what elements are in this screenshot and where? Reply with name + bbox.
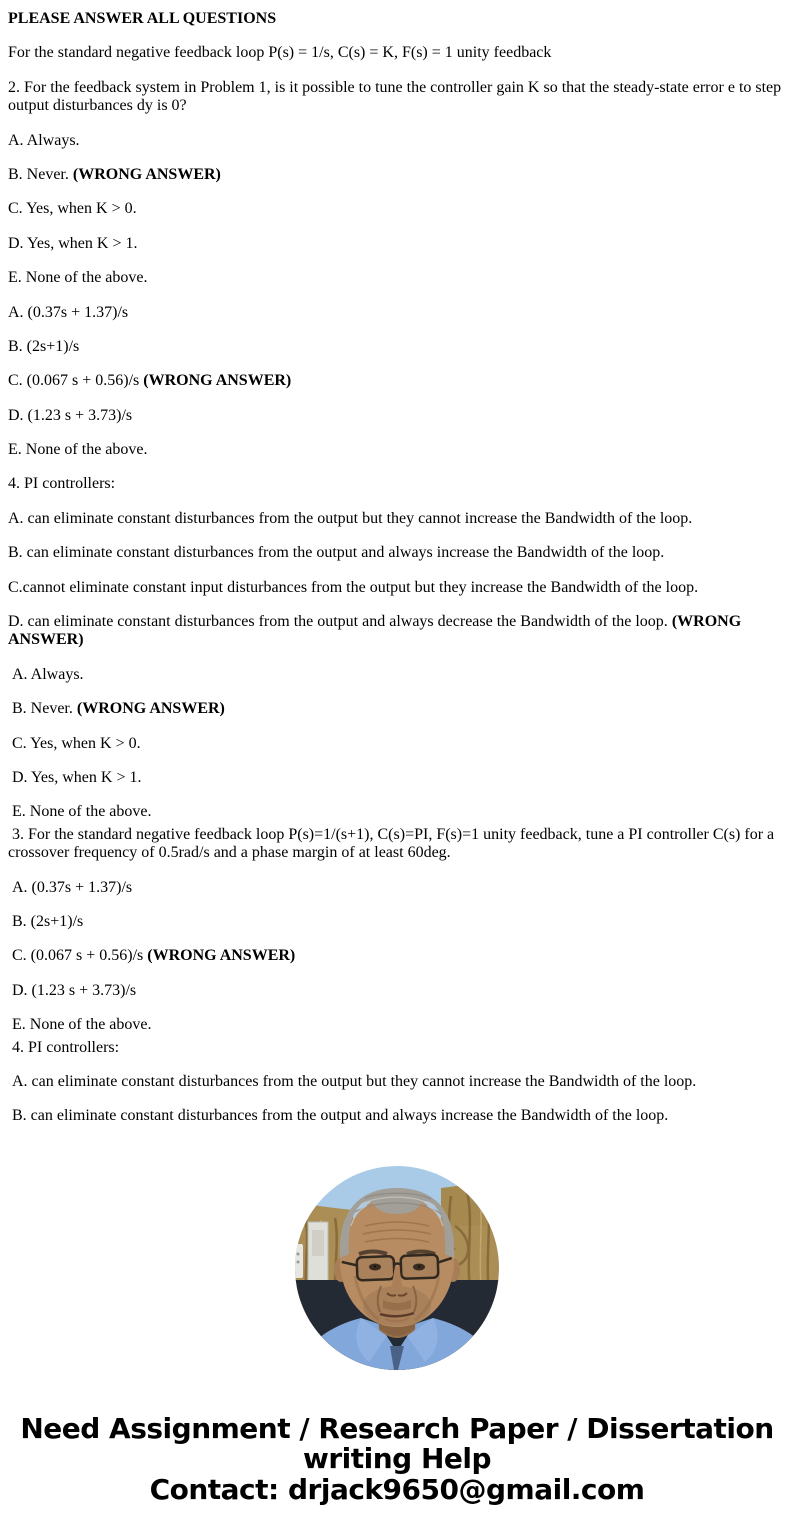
paragraph	[8, 803, 786, 821]
paragraph	[8, 441, 786, 459]
text-segment: A. Always.	[8, 665, 84, 683]
paragraph	[8, 1016, 786, 1034]
paragraph	[8, 947, 786, 965]
text-segment: B. (2s+1)/s	[8, 337, 80, 355]
wrong-answer-marker: (WRONG ANSWER)	[147, 947, 296, 965]
person-portrait-illustration	[295, 1166, 499, 1370]
person-photo	[295, 1166, 499, 1370]
paragraph	[8, 510, 786, 528]
paragraph	[8, 826, 786, 863]
wrong-answer-marker: PLEASE ANSWER ALL QUESTIONS	[8, 10, 277, 27]
wrong-answer-marker: (WRONG ANSWER)	[143, 372, 292, 390]
paragraph	[8, 700, 786, 718]
text-segment: A. (0.37s + 1.37)/s	[8, 878, 133, 896]
text-segment: B. Never.	[8, 165, 73, 183]
question-text-block	[8, 10, 786, 1126]
text-segment: 2. For the feedback system in Problem 1, is it possible to tune the controller gain K so that the steady-state error e to step output disturbances dy is 0?	[8, 78, 786, 115]
text-segment: E. None of the above.	[8, 803, 152, 821]
text-segment: 3. For the standard negative feedback loop P(s)=1/(s+1), C(s)=PI, F(s)=1 unity feedback, tune a PI controller C(s) for a crossover frequency of 0.5rad/s and a phase margin of at least 60deg.	[8, 825, 779, 862]
paragraph	[8, 579, 786, 597]
text-segment: B. (2s+1)/s	[8, 912, 84, 930]
text-segment: B. can eliminate constant disturbances from the output and always increase the Bandwidth of the loop.	[8, 1107, 669, 1125]
paragraph	[8, 475, 786, 493]
paragraph	[8, 613, 786, 650]
text-segment: B. can eliminate constant disturbances from the output and always increase the Bandwidth of the loop.	[8, 544, 665, 562]
paragraph	[8, 666, 786, 684]
text-segment: D. (1.23 s + 3.73)/s	[8, 406, 133, 424]
paragraph	[8, 200, 786, 218]
text-segment: A. Always.	[8, 131, 80, 149]
wrong-answer-marker: (WRONG ANSWER)	[8, 613, 745, 649]
text-segment: D. Yes, when K > 1.	[8, 768, 142, 786]
paragraph	[8, 269, 786, 287]
text-segment: C. Yes, when K > 0.	[8, 734, 141, 752]
promo-contact-email: Contact: drjack9650@gmail.com	[149, 1473, 645, 1507]
paragraph	[8, 735, 786, 753]
text-segment: 4. PI controllers:	[8, 475, 116, 493]
text-segment: E. None of the above.	[8, 441, 148, 459]
text-segment: E. None of the above.	[8, 269, 148, 287]
paragraph	[8, 879, 786, 897]
paragraph	[8, 44, 786, 62]
text-segment: A. can eliminate constant disturbances from the output but they cannot increase the Bandwidth of the loop.	[8, 509, 693, 527]
text-segment: A. (0.37s + 1.37)/s	[8, 303, 129, 321]
text-segment: C.cannot eliminate constant input disturbances from the output but they increase the Bandwidth of the loop.	[8, 578, 699, 596]
text-segment: D. (1.23 s + 3.73)/s	[8, 981, 137, 999]
text-segment: D. Yes, when K > 1.	[8, 234, 138, 252]
wrong-answer-marker: (WRONG ANSWER)	[76, 700, 225, 718]
text-segment: B. Never.	[8, 700, 77, 718]
paragraph	[8, 913, 786, 931]
promo-footer	[8, 1411, 786, 1507]
paragraph	[8, 1107, 786, 1125]
text-segment: C. (0.067 s + 0.56)/s	[8, 947, 148, 965]
promo-heading: Need Assignment / Research Paper / Dissertation writing Help	[20, 1411, 774, 1476]
text-segment: D. can eliminate constant disturbances from the output and always decrease the Bandwidth of the loop.	[8, 613, 672, 631]
paragraph	[8, 544, 786, 562]
paragraph	[8, 338, 786, 356]
paragraph	[8, 769, 786, 787]
text-segment: For the standard negative feedback loop P(s) = 1/s, C(s) = K, F(s) = 1 unity feedback	[8, 44, 552, 62]
paragraph	[8, 10, 786, 28]
paragraph	[8, 1039, 786, 1057]
text-segment: E. None of the above.	[8, 1016, 152, 1034]
paragraph	[8, 235, 786, 253]
text-segment: C. Yes, when K > 0.	[8, 200, 137, 218]
paragraph	[8, 407, 786, 425]
paragraph	[8, 304, 786, 322]
paragraph	[8, 132, 786, 150]
text-segment: A. can eliminate constant disturbances from the output but they cannot increase the Bandwidth of the loop.	[8, 1072, 697, 1090]
paragraph	[8, 1073, 786, 1091]
text-segment: 4. PI controllers:	[8, 1038, 120, 1056]
paragraph	[8, 79, 786, 116]
paragraph	[8, 982, 786, 1000]
text-segment: C. (0.067 s + 0.56)/s	[8, 372, 144, 390]
paragraph	[8, 372, 786, 390]
paragraph	[8, 166, 786, 184]
wrong-answer-marker: (WRONG ANSWER)	[72, 165, 221, 183]
